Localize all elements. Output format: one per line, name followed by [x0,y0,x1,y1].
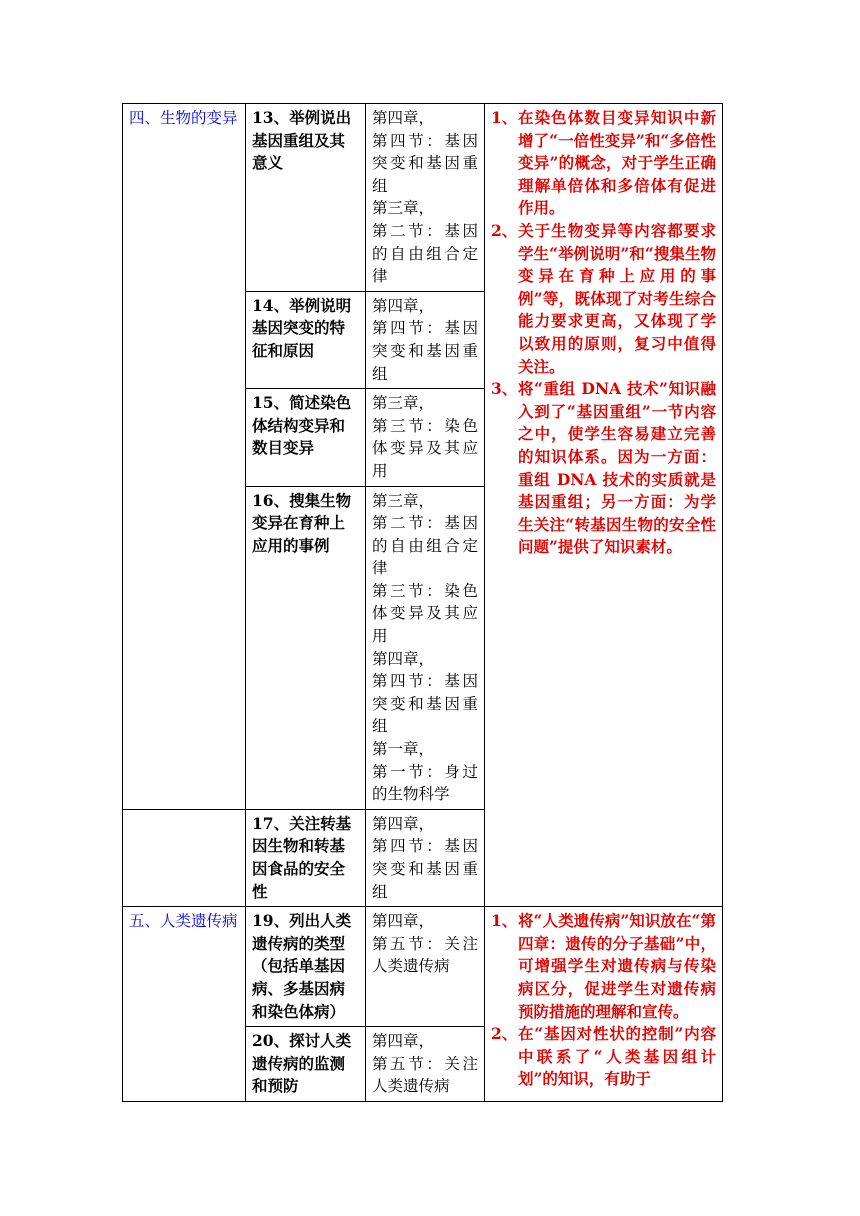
objective-text: 14、举例说明基因突变的特征和原因 [252,295,352,360]
note-number: 3、 [491,379,518,399]
note-text: 将“重组 DNA 技术”知识融入到了“基因重组”一节内容之中，使学生容易建立完善的知识体系。因为一方面：重组 DNA 技术的实质就是基因重组；另一方面：为学生关注“转基因生物的安全性问题”提供了知识素材。 [518,379,716,557]
chapter-line: 第四章， [372,296,435,315]
note-item [491,378,716,559]
note-number: 1、 [491,911,518,931]
objective-text: 13、举例说出基因重组及其意义 [252,108,352,173]
objective-cell [246,104,366,292]
chapter-line: 第二节：基因的自由组合定律 [372,221,478,286]
note-text: 关于生物变异等内容都要求学生“举例说明”和“搜集生物变异在育种上应用的事例”等，既体现了对考生综合能力要求更高，又体现了学以致用的原则，复习中值得关注。 [518,220,716,376]
chapter-line: 第四节：基因突变和基因重组 [372,837,478,901]
objective-text: 15、简述染色体结构变异和数目变异 [252,393,352,458]
note-text: 在染色体数目变异知识中新增了“一倍性变异”和“多倍性变异”的概念，对于学生正确理解单倍体和多倍体有促进作用。 [518,108,716,218]
note-item [491,1023,716,1091]
chapter-line: 第一章， [372,740,435,759]
chapter-line: 第四章， [372,1032,435,1051]
chapter-cell [366,907,485,1027]
chapter-line: 第一节：身过的生物科学 [372,762,478,804]
chapter-line: 第四章， [372,814,435,833]
topic-cell [123,907,246,1102]
objective-cell [246,486,366,809]
objective-text: 16、搜集生物变异在育种上应用的事例 [252,490,352,555]
note-item [491,107,716,220]
chapter-line: 第四节：基因突变和基因重组 [372,672,478,736]
note-number: 2、 [491,1024,518,1044]
curriculum-table [122,103,723,1102]
notes-cell [485,907,723,1102]
note-text: 在“基因对性状的控制”内容中联系了“人类基因组计划”的知识，有助于 [518,1024,716,1089]
objective-cell [246,291,366,388]
note-text: 将“人类遗传病”知识放在“第四章：遗传的分子基础”中，可增强学生对遗传病与传染病区分，促进学生对遗传病预防措施的理解和宣传。 [518,911,716,1021]
chapter-cell [366,809,485,906]
chapter-line: 第五节：关注人类遗传病 [372,934,478,976]
chapter-line: 第三章， [372,199,435,218]
objective-cell [246,1027,366,1102]
table-row [123,907,723,1027]
chapter-line: 第四节：基因突变和基因重组 [372,319,478,383]
chapter-cell [366,291,485,388]
chapter-line: 第三节：染色体变异及其应用 [372,416,478,480]
chapter-cell [366,389,485,486]
objective-cell [246,389,366,486]
chapter-cell [366,104,485,292]
objective-text: 17、关注转基因生物和转基因食品的安全性 [252,813,352,901]
chapter-cell [366,1027,485,1102]
chapter-line: 第三章， [372,491,435,510]
objective-text: 19、列出人类遗传病的类型（包括单基因病、多基因病和染色体病） [252,911,352,1021]
chapter-line: 第四章， [372,109,435,127]
chapter-line: 第三章， [372,394,435,413]
note-item [491,220,716,378]
objective-cell [246,907,366,1027]
note-item [491,910,716,1023]
chapter-line: 第三节：染色体变异及其应用 [372,581,478,646]
topic-label: 五、人类遗传病 [129,912,238,931]
chapter-line: 第四章， [372,649,435,668]
chapter-line: 第四节：基因突变和基因重组 [372,131,478,195]
chapter-line: 第五节：关注人类遗传病 [372,1054,478,1096]
topic-label: 四、生物的变异 [129,109,238,127]
note-number: 2、 [491,220,518,240]
topic-cell [123,104,246,810]
objective-text: 20、探讨人类遗传病的监测和预防 [252,1031,352,1096]
objective-cell [246,809,366,906]
notes-cell [485,104,723,907]
note-number: 1、 [491,108,518,127]
chapter-line: 第二节：基因的自由组合定律 [372,514,478,578]
table-row [123,104,723,292]
chapter-line: 第四章， [372,912,435,931]
chapter-cell [366,486,485,809]
topic-cell-empty [123,809,246,906]
